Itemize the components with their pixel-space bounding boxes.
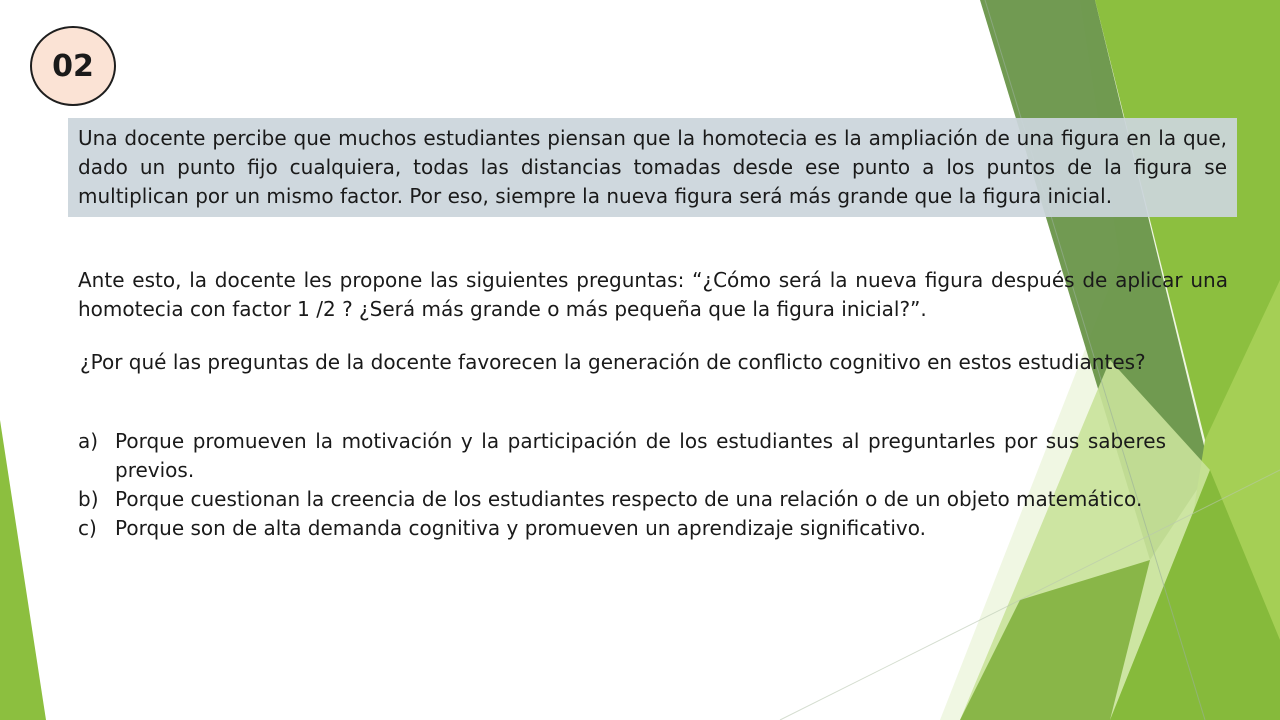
option-text: Porque cuestionan la creencia de los estudiantes respecto de una relación o de un objeto matemático. xyxy=(115,487,1143,511)
option-letter: c) xyxy=(78,516,97,540)
context-text: Ante esto, la docente les propone las siguientes preguntas: “¿Cómo será la nueva figura después de aplicar una homotecia con factor 1 /2 ? ¿Será más grande o más pequeña que la figura inicial?”. xyxy=(78,268,1228,321)
option-text: Porque son de alta demanda cognitiva y promueven un aprendizaje significativo. xyxy=(115,516,926,540)
option-letter: a) xyxy=(78,429,99,453)
option-letter: b) xyxy=(78,487,99,511)
option-a xyxy=(78,427,1166,485)
slide-number: 02 xyxy=(52,48,94,84)
premise-text: Una docente percibe que muchos estudiantes piensan que la homotecia es la ampliación de una figura en la que, dado un punto fijo cualquiera, todas las distancias tomadas desde ese punto a los puntos de la figura se multiplican por un mismo factor. Por eso, siempre la nueva figura será más grande que la figura inicial. xyxy=(68,118,1237,217)
answer-options xyxy=(78,427,1166,543)
question-text: ¿Por qué las preguntas de la docente favorecen la generación de conflicto cognitivo en estos estudiantes? xyxy=(80,350,1146,374)
option-b xyxy=(78,485,1166,514)
bg-shape-left xyxy=(0,420,46,720)
option-text: Porque promueven la motivación y la participación de los estudiantes al preguntarles por sus saberes previos. xyxy=(115,429,1166,482)
option-c xyxy=(78,514,1166,543)
slide-number-badge xyxy=(30,26,116,106)
